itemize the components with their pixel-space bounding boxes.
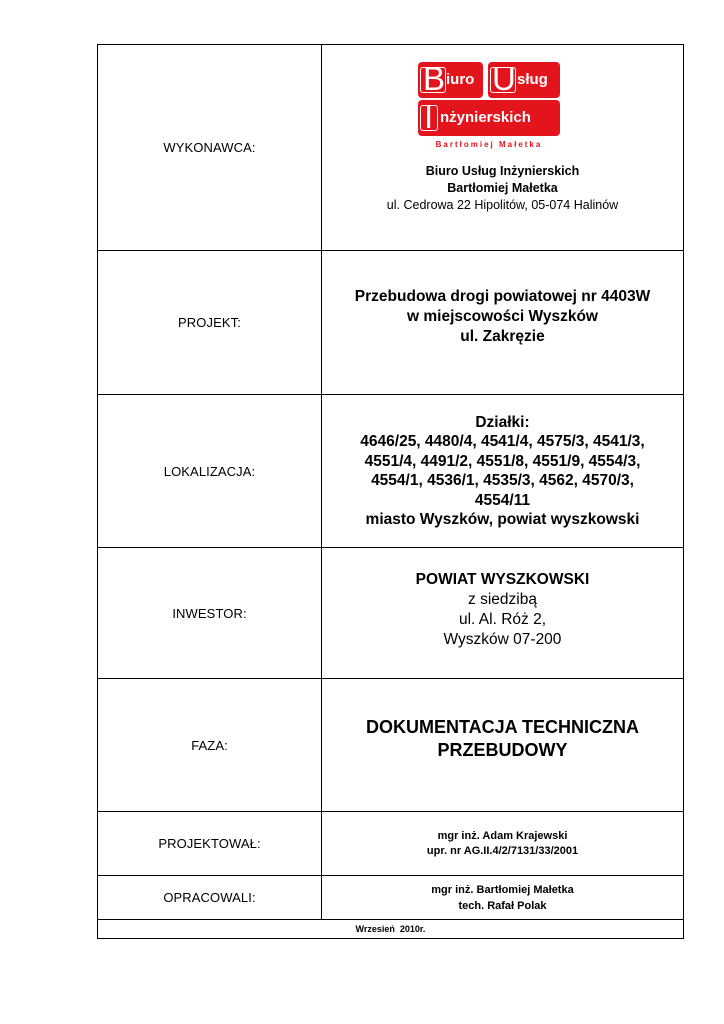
plots-line4: 4554/11 [474, 491, 531, 509]
value-inwestor [322, 548, 683, 678]
row-inwestor [98, 548, 683, 679]
value-projektowal [322, 812, 683, 875]
label-opracowali: OPRACOWALI: [98, 876, 322, 919]
row-wykonawca [98, 45, 683, 251]
logo-biuro-box: B iuro [418, 62, 483, 98]
value-projekt [322, 251, 683, 394]
investor-name: POWIAT WYSZKOWSKI [415, 571, 590, 588]
label-projektowal: PROJEKTOWAŁ: [98, 812, 322, 875]
author-2: tech. Rafał Polak [458, 899, 547, 912]
investor-street: ul. Al. Róż 2, [458, 611, 546, 628]
label-lokalizacja: LOKALIZACJA: [98, 395, 322, 547]
logo-uslug-box: U sług [488, 62, 560, 98]
location-city: miasto Wyszków, powiat wyszkowski [365, 511, 640, 528]
contractor-address: ul. Cedrowa 22 Hipolitów, 05-074 Halinów [386, 198, 619, 212]
row-projektowal [98, 812, 683, 876]
designer-name: mgr inż. Adam Krajewski [437, 829, 568, 842]
row-faza [98, 679, 683, 812]
plots-line3: 4554/1, 4536/1, 4535/3, 4562, 4570/3, [371, 472, 634, 489]
row-lokalizacja [98, 395, 683, 548]
company-logo [418, 62, 560, 154]
plots-line1: 4646/25, 4480/4, 4541/4, 4575/3, 4541/3, [360, 433, 645, 450]
value-opracowali [322, 876, 683, 919]
logo-subtitle: Bartłomiej Małetka [435, 140, 543, 149]
label-faza: FAZA: [98, 679, 322, 811]
value-faza [322, 679, 683, 811]
label-projekt: PROJEKT: [98, 251, 322, 394]
project-title-line1: Przebudowa drogi powiatowej nr 4403W [354, 287, 651, 305]
phase-line1: DOKUMENTACJA TECHNICZNA [366, 717, 639, 737]
row-projekt [98, 251, 683, 395]
investor-seat: z siedzibą [468, 591, 537, 608]
contractor-name: Biuro Usług Inżynierskich [425, 164, 580, 178]
plots-heading: Działki: [475, 413, 530, 431]
title-sheet-table [97, 44, 684, 939]
author-1: mgr inż. Bartłomiej Małetka [431, 883, 574, 896]
contractor-owner: Bartłomiej Małetka [447, 181, 558, 195]
project-title-line3: ul. Zakręzie [460, 327, 545, 345]
label-inwestor: INWESTOR: [98, 548, 322, 678]
phase-line2: PRZEBUDOWY [437, 740, 568, 760]
plots-line2: 4551/4, 4491/2, 4551/8, 4551/9, 4554/3, [364, 452, 641, 470]
logo-inzynierskich-box: I nżynierskich [418, 100, 560, 136]
row-opracowali [98, 876, 683, 920]
project-title-line2: w miejscowości Wyszków [407, 307, 598, 325]
investor-city: Wyszków 07-200 [443, 631, 562, 648]
value-wykonawca [322, 45, 683, 250]
designer-license: upr. nr AG.II.4/2/7131/33/2001 [426, 844, 579, 857]
label-wykonawca: WYKONAWCA: [98, 45, 322, 250]
value-lokalizacja [322, 395, 683, 547]
footer-date: Wrzesień 2010r. [355, 924, 426, 934]
